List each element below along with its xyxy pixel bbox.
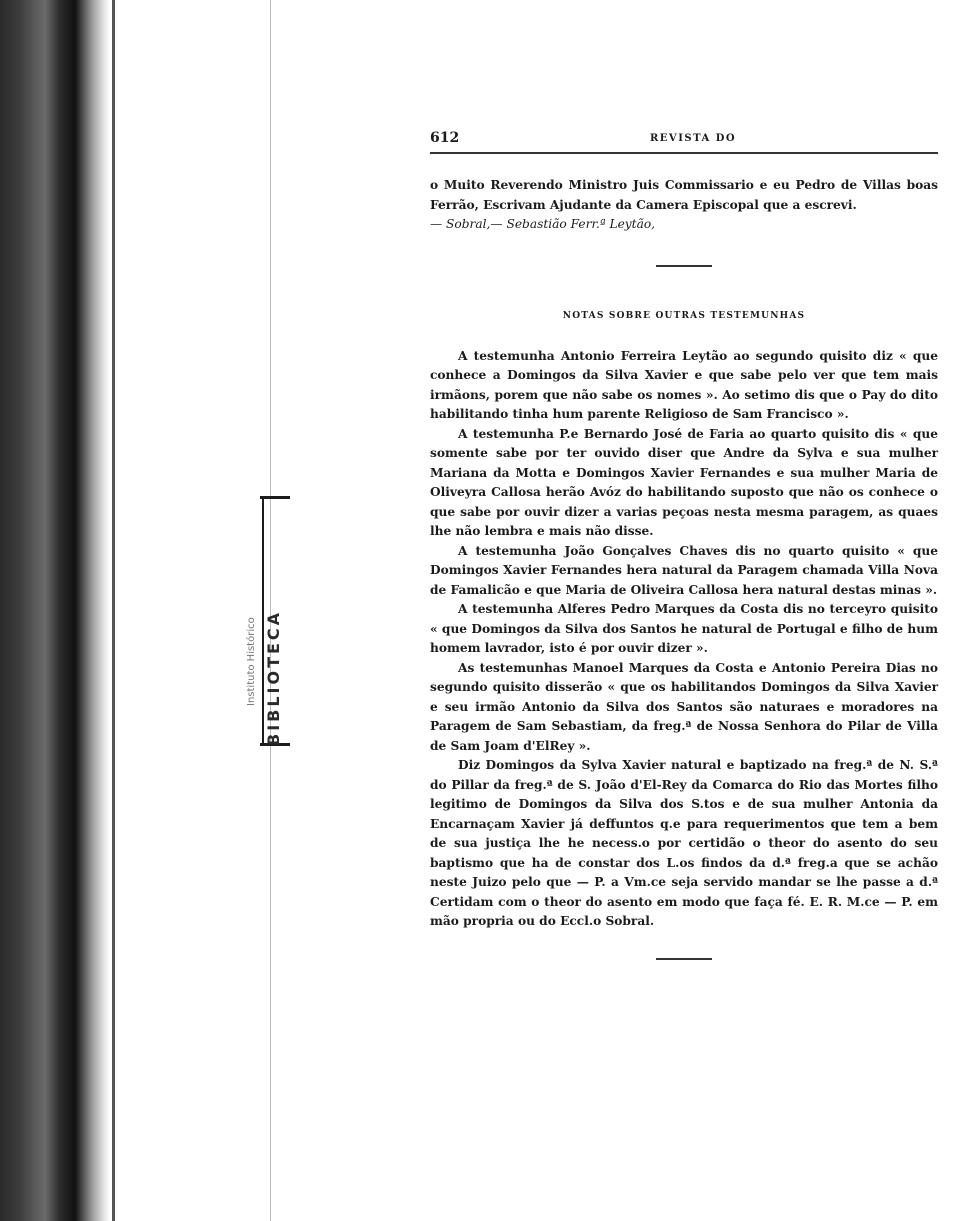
signature-line: — Sobral,— Sebastião Ferr.ª Leytão, xyxy=(430,217,656,231)
divider-rule xyxy=(656,265,712,267)
divider-rule xyxy=(656,958,712,960)
scan-edge-line xyxy=(112,0,115,1221)
paragraph: A testemunha João Gonçalves Chaves dis no quarto quisito « que Domingos Xavier Fernandes hera natural da Paragem chamada Villa Nova de Famalicão e que Maria de Oliveira Callosa hera natural destas minas ». xyxy=(430,543,938,597)
paragraph: A testemunha Alferes Pedro Marques da Costa dis no terceyro quisito « que Domingos da Silva dos Santos he natural de Portugal e filho de hum homem lavrador, isto é por ouvir dizer ». xyxy=(430,602,938,655)
scan-binding-margin xyxy=(0,0,110,1221)
paragraph: Diz Domingos da Sylva Xavier natural e baptizado na freg.ª de N. S.ª do Pillar da freg.ª de S. João d'El-Rey da Comarca do Rio das Mortes filho legitimo de Domingos da Silva dos S.tos e de sua mulher Antonia da Encarnaçam Xavier já deffuntos q.e para requerimentos que tem a bem de sua justiça lhe he necess.o por certidão o theor do asento do seu baptismo que ha de constar dos L.os findos da d.ª freg.a que se achão neste Juizo pelo que — P. a Vm.ce seja servido mandar se lhe passe a d.ª Certidam com o theor do asento em modo que faça fé. E. R. M.ce — P. em mão propria ou do Eccl.o Sobral. xyxy=(430,758,938,928)
library-stamp xyxy=(246,496,294,746)
page-number: 612 xyxy=(430,130,460,146)
stamp-label: BIBLIOTECA xyxy=(264,609,283,746)
section-body xyxy=(430,347,938,932)
book-page xyxy=(430,128,938,960)
paragraph: A testemunha P.e Bernardo José de Faria ao quarto quisito dis « que somente sabe por ter ouvido diser que Andre da Sylva e sua mulher Mariana da Motta e Domingos Xavier Fernandes e sua mulher Maria de Oliveyra Callosa herão Avóz do habilitando suposto que não os conhece o que sabe por ouvir dizer a varias peçoas nesta mesma paragem, as quaes lhe não lembra e mais não disse. xyxy=(430,426,938,538)
stamp-sublabel: Instituto Histórico xyxy=(246,617,257,706)
paragraph: As testemunhas Manoel Marques da Costa e Antonio Pereira Dias no segundo quisito disserão « que os habilitandos Domingos da Silva Xavier e seu irmão Antonio da Silva dos Santos são naturaes e moradores na Paragem de Sam Sebastiam, da freg.ª de Nossa Senhora do Pilar de Villa de Sam Joam d'ElRey ». xyxy=(430,660,938,753)
opening-paragraph xyxy=(430,176,938,235)
paragraph: A testemunha Antonio Ferreira Leytão ao segundo quisito diz « que conhece a Domingos da Silva Xavier e que sabe pelo ver que tem mais irmãons, porem que não sabe os nomes ». Ao setimo dis que o Pay do dito habilitando tinha hum parente Religioso de Sam Francisco ». xyxy=(430,348,938,421)
page-header xyxy=(430,128,938,154)
opening-text: o Muito Reverendo Ministro Juis Commissario e eu Pedro de Villas boas Ferrão, Escrivam Ajudante da Camera Episcopal que a escrevi. xyxy=(430,178,938,212)
section-title: NOTAS SOBRE OUTRAS TESTEMUNHAS xyxy=(562,310,806,321)
running-head: REVISTA DO xyxy=(650,133,737,144)
